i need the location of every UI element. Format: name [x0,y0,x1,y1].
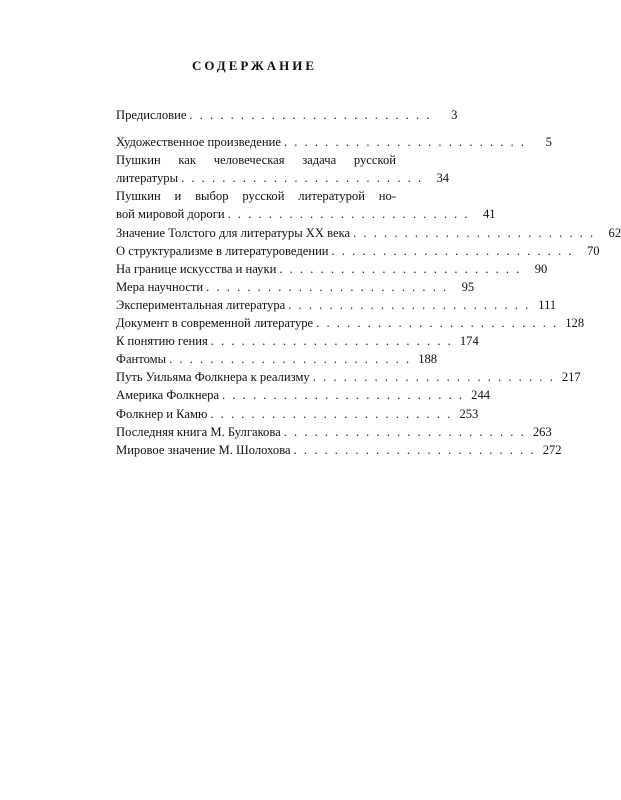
toc-page-number: 62 [608,225,621,240]
toc-page-number: 5 [545,135,552,150]
toc-entry [116,187,496,223]
toc-entry [116,278,475,296]
toc-entry-line [116,386,491,404]
dot-leader: . . . . . . . . . . . . . . . . . . . . . . . . [210,406,453,421]
toc-entry-title: Последняя книга М. Булгакова [116,424,281,439]
toc-entry-title: Америка Фолкнера [116,388,220,403]
toc-page-number: 253 [459,406,479,421]
toc-entry-title: К понятию гения [116,334,208,349]
dot-leader: . . . . . . . . . . . . . . . . . . . . . . . . [222,388,465,403]
toc-entry-line [116,350,438,368]
toc-entry [116,423,552,441]
dot-leader: . . . . . . . . . . . . . . . . . . . . . . . . [279,261,522,276]
toc-entry-line [116,260,548,278]
toc-entry-line [116,169,450,187]
toc-entry-line [116,133,552,151]
toc-entry-title: Художественное произведение [116,135,281,150]
toc-page-number: 70 [586,243,600,258]
toc-entry-title: Экспериментальная литература [116,297,286,312]
toc-entry-line [116,314,585,332]
toc-entry [116,260,548,278]
toc-entry [116,133,552,151]
toc-entry-line [116,423,552,441]
toc-entry-line [116,242,600,260]
toc-entry-title: Пушкин и выбор русской литературой но- [116,189,396,204]
toc-entry [116,332,479,350]
dot-leader: . . . . . . . . . . . . . . . . . . . . . . . . [283,424,526,439]
toc-entry-title: Пушкин как человеческая задача русской [116,153,396,168]
dot-leader: . . . . . . . . . . . . . . . . . . . . . . . . [210,334,453,349]
dot-leader: . . . . . . . . . . . . . . . . . . . . . . . . [283,135,526,150]
toc-entry-line [116,368,581,386]
dot-leader: . . . . . . . . . . . . . . . . . . . . . . . . [331,243,574,258]
toc-entry-line [116,405,479,423]
toc-entry-line [116,205,496,223]
toc-entry-line [116,187,396,205]
dot-leader: . . . . . . . . . . . . . . . . . . . . . . . . [189,108,432,122]
toc-page-number: 217 [561,370,581,385]
toc-page-number: 128 [565,316,585,331]
toc-entry-title: Документ в современной литературе [116,316,314,331]
toc-entry-title: вой мировой дороги [116,207,225,222]
toc-page-number: 188 [418,352,438,367]
toc-entry-line [116,278,475,296]
toc-entry-title: Фантомы [116,352,167,367]
toc-entry [116,314,585,332]
toc-entry-title: Предисловие [116,108,187,122]
toc-entry-title: Мера научности [116,279,204,294]
toc-page-number: 244 [471,388,491,403]
toc-entry [116,441,562,459]
dot-leader: . . . . . . . . . . . . . . . . . . . . . . . . [312,370,555,385]
dot-leader: . . . . . . . . . . . . . . . . . . . . . . . . [293,442,536,457]
toc-page-number: 41 [483,207,496,222]
toc-page-number: 3 [451,108,458,122]
dot-leader: . . . . . . . . . . . . . . . . . . . . . . . . [288,297,531,312]
toc-entry-title: Фолкнер и Камю [116,406,208,421]
toc-page-number: 34 [436,171,450,186]
toc-entry-line [116,441,562,459]
toc-entry-title: Путь Уильяма Фолкнера к реализму [116,370,310,385]
dot-leader: . . . . . . . . . . . . . . . . . . . . . . . . [227,207,470,222]
toc-entry-line [116,224,621,242]
dot-leader: . . . . . . . . . . . . . . . . . . . . . . . . [353,225,596,240]
toc-entry-title: литературы [116,171,179,186]
toc-page-number: 263 [532,424,552,439]
toc-entry [116,242,600,260]
toc-page-number: 174 [459,334,479,349]
table-of-contents [116,106,621,459]
toc-entry [116,151,450,187]
toc-entry-line [116,332,479,350]
toc-entry-line [116,296,557,314]
toc-page-number: 90 [534,261,548,276]
toc-entry-line [116,106,458,124]
toc-entry-line [116,151,396,169]
dot-leader: . . . . . . . . . . . . . . . . . . . . . . . . [181,171,424,186]
toc-entry [116,405,479,423]
toc-entry-title: Значение Толстого для литературы XX века [116,225,351,240]
toc-entry [116,350,438,368]
toc-entry [116,106,458,124]
toc-entry [116,386,491,404]
toc-entry [116,296,557,314]
toc-page-number: 95 [461,279,475,294]
toc-page-number: 111 [538,297,557,312]
toc-entry [116,368,581,386]
dot-leader: . . . . . . . . . . . . . . . . . . . . . . . . [206,279,449,294]
toc-entry-title: Мировое значение М. Шолохова [116,442,291,457]
dot-leader: . . . . . . . . . . . . . . . . . . . . . . . . [169,352,412,367]
toc-entry-title: О структурализме в литературоведении [116,243,329,258]
dot-leader: . . . . . . . . . . . . . . . . . . . . . . . . [316,316,559,331]
page-title: СОДЕРЖАНИЕ [191,58,318,73]
toc-page-number: 272 [542,442,562,457]
toc-entry [116,224,621,242]
toc-entry-title: На границе искусства и науки [116,261,277,276]
